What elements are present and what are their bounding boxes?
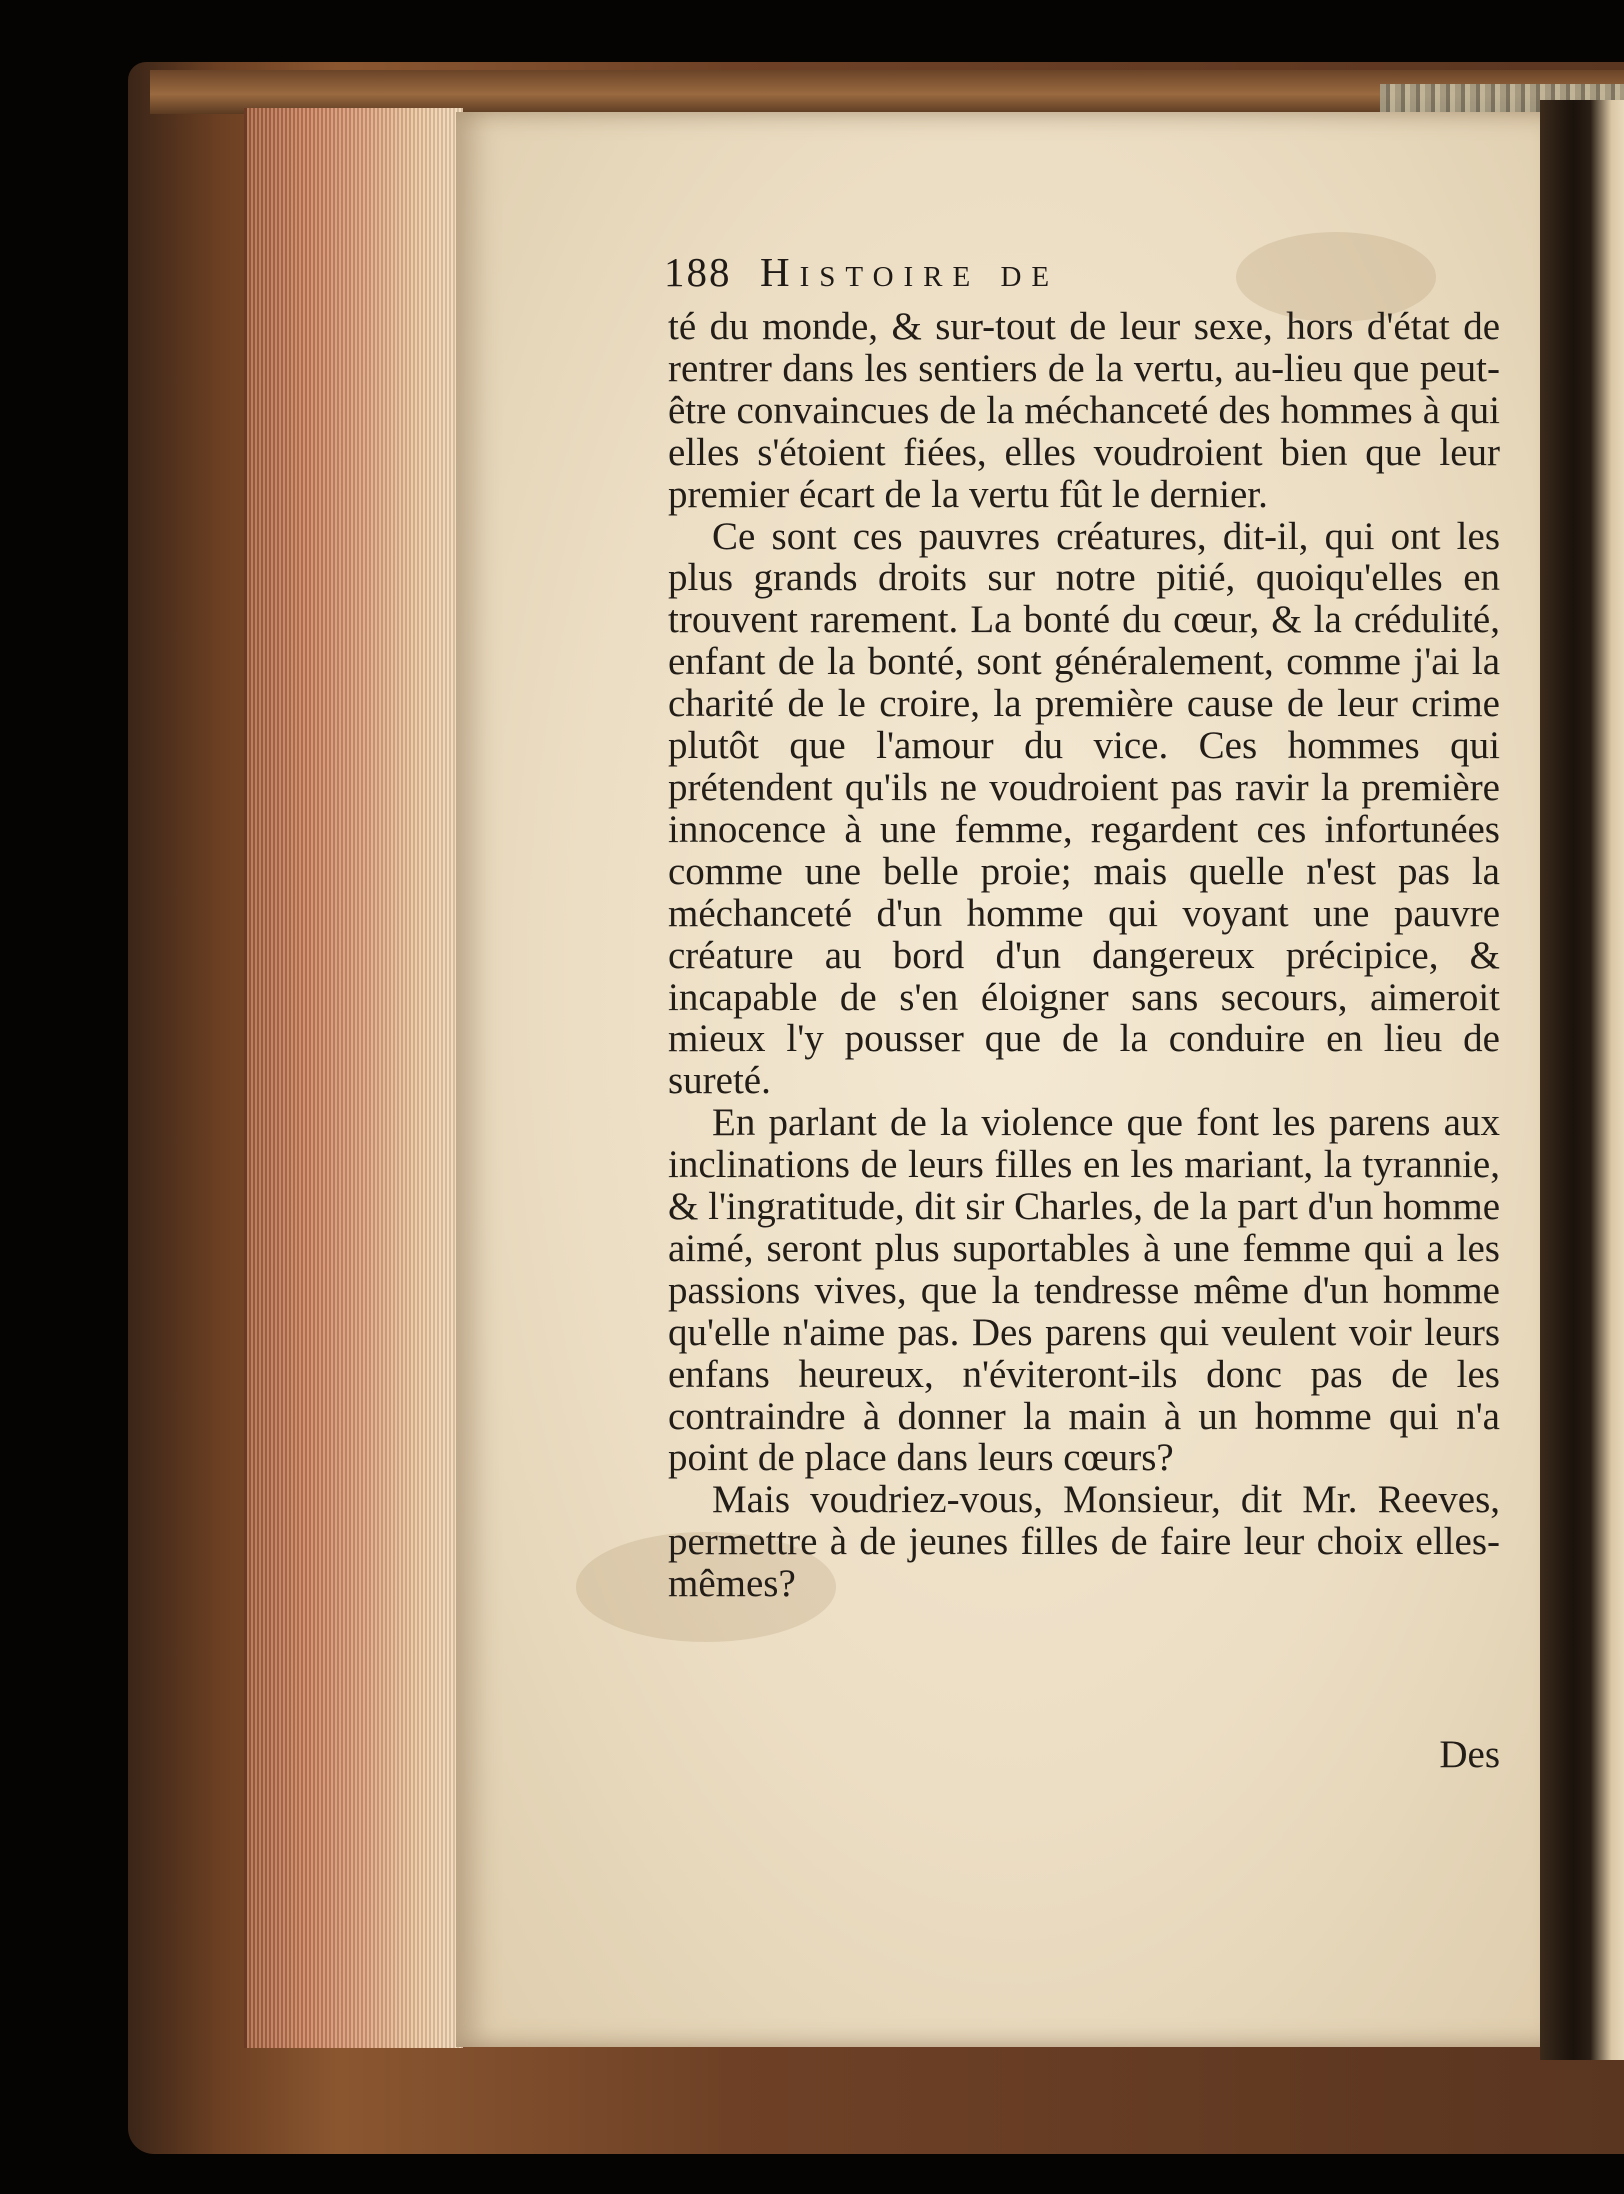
paragraph: té du monde, & sur-tout de leur sexe, hors d'état de rentrer dans les sentiers de la vertu, au-lieu que peut-être convaincues de la méchanceté des hommes à qui elles s'étoient fiées, elles voudroient bien que leur premier écart de la vertu fût le dernier. — [668, 305, 1500, 516]
paragraph: Ce sont ces pauvres créatures, dit-il, qui ont les plus grands droits sur notre pitié, quoiqu'elles en trouvent rarement. La bonté du cœur, & la crédulité, enfant de la bonté, sont généralement, comme j'ai la charité de le croire, la première cause de leur crime plutôt que l'amour du vice. Ces hommes qui prétendent qu'ils ne voudroient pas ravir la première innocence à une femme, regardent ces infortunées comme une belle proie; mais quelle n'est pas la méchanceté d'un homme qui voyant une pauvre créature au bord d'un dangereux précipice, & incapable de s'en éloigner sans secours, aimeroit mieux l'y pousser que de la conduire en lieu de sureté. — [668, 514, 1500, 1103]
running-title: Histoire de — [760, 249, 1060, 295]
page-number: 188 — [664, 249, 732, 295]
catchword: Des — [1439, 1733, 1500, 1776]
next-page-gutter — [1540, 100, 1624, 2060]
page-edges — [244, 108, 463, 2048]
paragraph: Mais voudriez-vous, Monsieur, dit Mr. Reeves, permettre à de jeunes filles de faire leur choix elles-mêmes? — [668, 1478, 1500, 1606]
running-head — [664, 248, 1404, 298]
paragraph: En parlant de la violence que font les parens aux inclinations de leurs filles en les mariant, la tyrannie, & l'ingratitude, dit sir Charles, de la part d'un homme aimé, seront plus suportables à une femme qui a les passions vives, que la tendresse même d'un homme qu'elle n'aime pas. Des parens qui veulent voir leurs enfans heureux, n'éviteront-ils donc pas de les contraindre à donner la main à un homme qui n'a point de place dans leurs cœurs? — [668, 1101, 1500, 1480]
page-body — [668, 306, 1500, 1605]
